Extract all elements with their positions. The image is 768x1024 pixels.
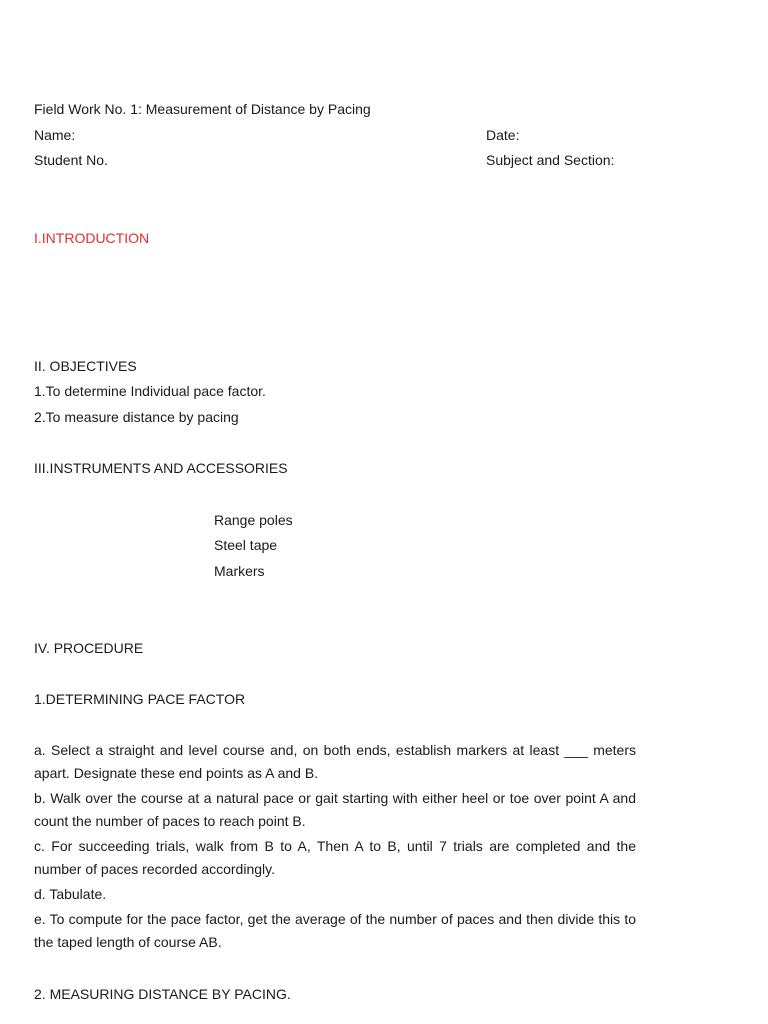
instrument-item: Markers	[214, 563, 265, 579]
procedure-step: b. Walk over the course at a natural pace or gait starting with either heel or toe over point A and count the number of paces to reach point B.	[34, 790, 636, 829]
subject-section-label: Subject and Section:	[486, 152, 615, 168]
objective-item: 2.To measure distance by pacing	[34, 409, 239, 425]
objective-item: 1.To determine Individual pace factor.	[34, 383, 266, 399]
name-label: Name:	[34, 127, 76, 143]
student-no-label: Student No.	[34, 152, 108, 168]
procedure-step: c. For succeeding trials, walk from B to A, Then A to B, until 7 trials are completed and the number of paces recorded accordingly.	[34, 838, 636, 877]
procedure-subheading: 2. MEASURING DISTANCE BY PACING.	[34, 986, 291, 1002]
instrument-item: Range poles	[214, 512, 293, 528]
document-title: Field Work No. 1: Measurement of Distance by Pacing	[34, 101, 371, 117]
procedure-subheading: 1.DETERMINING PACE FACTOR	[34, 691, 246, 707]
procedure-step: a. Select a straight and level course and, on both ends, establish markers at least ___ meters apart. Designate these end points as A and B.	[34, 742, 636, 781]
instrument-item: Steel tape	[214, 537, 278, 553]
instruments-heading: III.INSTRUMENTS AND ACCESSORIES	[34, 460, 288, 476]
introduction-heading: I.INTRODUCTION	[34, 230, 150, 246]
procedure-step: d. Tabulate.	[34, 886, 107, 902]
procedure-step: e. To compute for the pace factor, get the average of the number of paces and then divide this to the taped length of course AB.	[34, 911, 636, 950]
date-label: Date:	[486, 127, 520, 143]
objectives-heading: II. OBJECTIVES	[34, 358, 137, 374]
procedure-heading: IV. PROCEDURE	[34, 640, 144, 656]
